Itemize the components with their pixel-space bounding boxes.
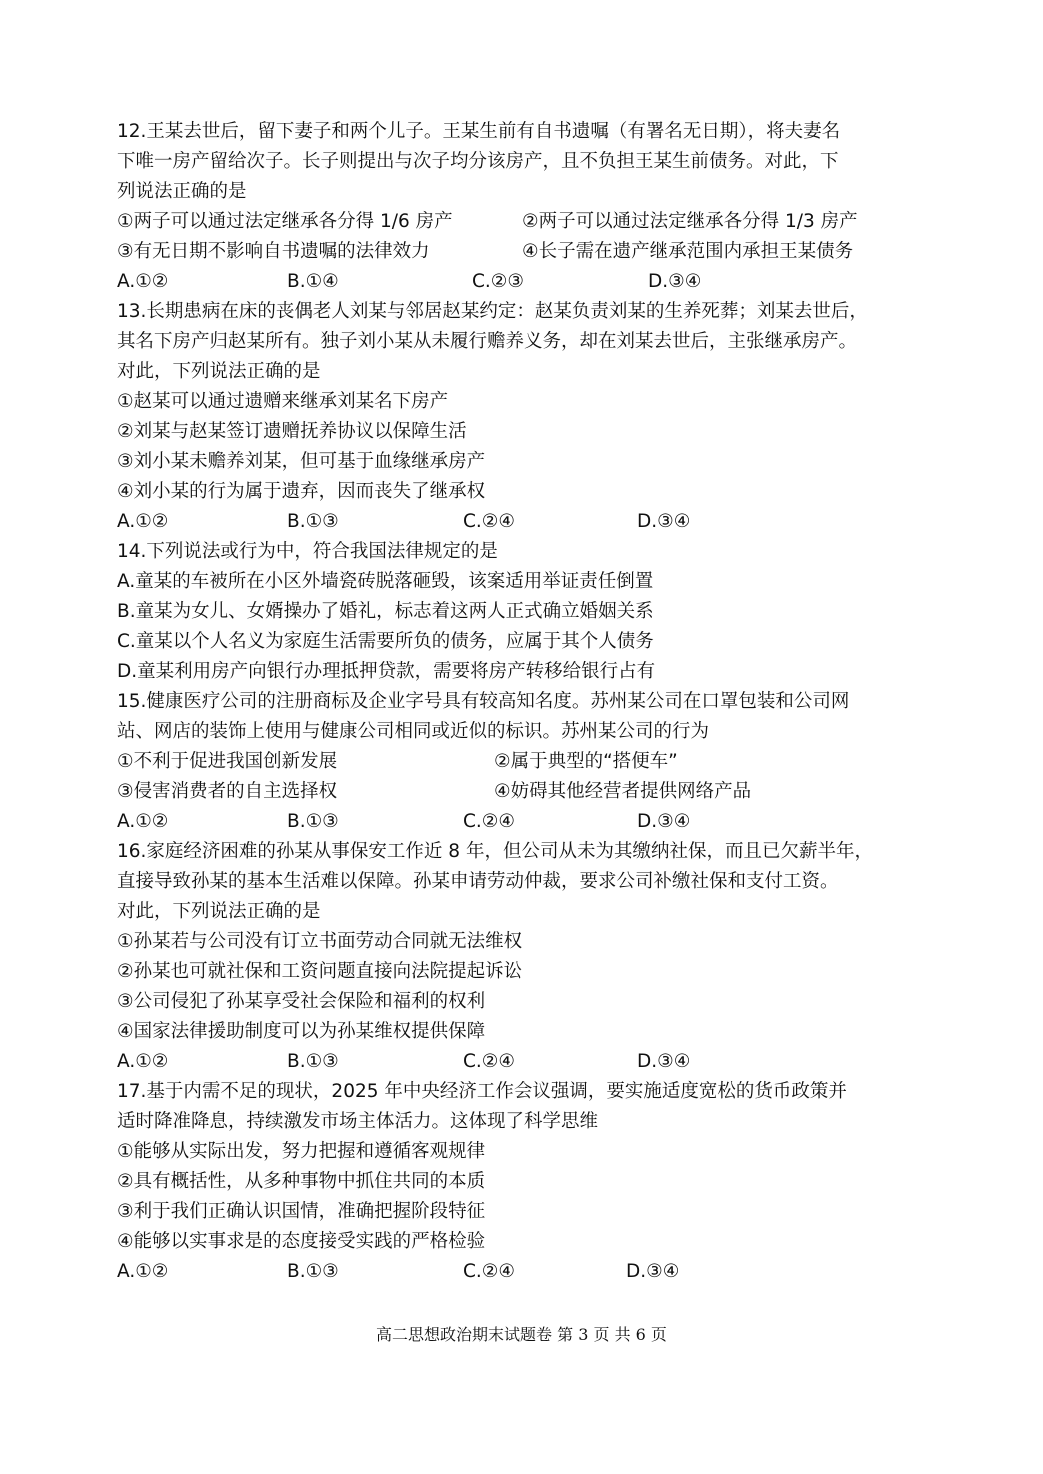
q16-stem-line-3: 对此，下列说法正确的是 [117, 901, 321, 922]
q16-stem-line-1: 16.家庭经济困难的孙某从事保安工作近 8 年，但公司从未为其缴纳社保，而且已欠薪半年， [117, 841, 873, 862]
q17-choice-b: B.①③ [287, 1261, 339, 1282]
q17-choice-d: D.③④ [626, 1261, 680, 1282]
q16-choice-a: A.①② [117, 1051, 169, 1072]
q12-statement-2: ②两子可以通过法定继承各分得 1/3 房产 [522, 211, 858, 232]
q16-choice-d: D.③④ [637, 1051, 691, 1072]
q16-choice-b: B.①③ [287, 1051, 339, 1072]
q13-statement-2: ②刘某与赵某签订遗赠抚养协议以保障生活 [117, 421, 467, 442]
q13-stem-line-1: 13.长期患病在床的丧偶老人刘某与邻居赵某约定：赵某负责刘某的生养死葬；刘某去世后， [117, 301, 868, 322]
q15-statement-2: ②属于典型的“搭便车” [494, 751, 678, 772]
q12-statement-1: ①两子可以通过法定继承各分得 1/6 房产 [117, 211, 453, 232]
q15-statement-3: ③侵害消费者的自主选择权 [117, 781, 338, 802]
q13-choice-d: D.③④ [637, 511, 691, 532]
q15-statement-4: ④妨碍其他经营者提供网络产品 [494, 781, 752, 802]
q17-stem-line-2: 适时降准降息，持续激发市场主体活力。这体现了科学思维 [117, 1111, 599, 1132]
q14-option-b: B.童某为女儿、女婿操办了婚礼，标志着这两人正式确立婚姻关系 [117, 601, 654, 622]
q13-choice-c: C.②④ [463, 511, 515, 532]
q15-choice-c: C.②④ [463, 811, 515, 832]
q17-stem-line-1: 17.基于内需不足的现状，2025 年中央经济工作会议强调，要实施适度宽松的货币政策并 [117, 1081, 847, 1102]
q12-statement-4: ④长子需在遗产继承范围内承担王某债务 [522, 241, 854, 262]
q16-statement-1: ①孙某若与公司没有订立书面劳动合同就无法维权 [117, 931, 523, 952]
q12-choice-c: C.②③ [472, 271, 524, 292]
q13-choice-b: B.①③ [287, 511, 339, 532]
q12-choice-a: A.①② [117, 271, 169, 292]
q14-stem-line-1: 14.下列说法或行为中，符合我国法律规定的是 [117, 541, 498, 562]
q15-stem-line-1: 15.健康医疗公司的注册商标及企业字号具有较高知名度。苏州某公司在口罩包装和公司网 [117, 691, 850, 712]
q17-statement-4: ④能够以实事求是的态度接受实践的严格检验 [117, 1231, 486, 1252]
q12-choice-d: D.③④ [648, 271, 702, 292]
q12-choice-b: B.①④ [287, 271, 339, 292]
q13-stem-line-2: 其名下房产归赵某所有。独子刘小某从未履行赡养义务，却在刘某去世后，主张继承房产。 [117, 331, 858, 352]
q17-statement-3: ③利于我们正确认识国情，准确把握阶段特征 [117, 1201, 486, 1222]
q16-statement-3: ③公司侵犯了孙某享受社会保险和福利的权利 [117, 991, 486, 1012]
q15-choice-d: D.③④ [637, 811, 691, 832]
q16-choice-c: C.②④ [463, 1051, 515, 1072]
q14-option-c: C.童某以个人名义为家庭生活需要所负的债务，应属于其个人债务 [117, 631, 654, 652]
q15-choice-b: B.①③ [287, 811, 339, 832]
q13-stem-line-3: 对此，下列说法正确的是 [117, 361, 321, 382]
q12-stem-line-2: 下唯一房产留给次子。长子则提出与次子均分该房产，且不负担王某生前债务。对此，下 [117, 151, 839, 172]
q15-stem-line-2: 站、网店的装饰上使用与健康公司相同或近似的标识。苏州某公司的行为 [117, 721, 710, 742]
q13-statement-4: ④刘小某的行为属于遗弃，因而丧失了继承权 [117, 481, 486, 502]
q16-statement-2: ②孙某也可就社保和工资问题直接向法院提起诉讼 [117, 961, 523, 982]
q13-choice-a: A.①② [117, 511, 169, 532]
q14-option-d: D.童某利用房产向银行办理抵押贷款，需要将房产转移给银行占有 [117, 661, 656, 682]
q17-statement-1: ①能够从实际出发，努力把握和遵循客观规律 [117, 1141, 486, 1162]
q12-stem-line-1: 12.王某去世后，留下妻子和两个儿子。王某生前有自书遗嘱（有署名无日期），将夫妻名 [117, 121, 841, 142]
q17-choice-c: C.②④ [463, 1261, 515, 1282]
q15-choice-a: A.①② [117, 811, 169, 832]
q16-stem-line-2: 直接导致孙某的基本生活难以保障。孙某申请劳动仲裁，要求公司补缴社保和支付工资。 [117, 871, 839, 892]
page-footer: 高二思想政治期末试题卷 第 3 页 共 6 页 [376, 1325, 667, 1344]
q13-statement-3: ③刘小某未赡养刘某，但可基于血缘继承房产 [117, 451, 486, 472]
q17-statement-2: ②具有概括性，从多种事物中抓住共同的本质 [117, 1171, 486, 1192]
q17-choice-a: A.①② [117, 1261, 169, 1282]
q13-statement-1: ①赵某可以通过遗赠来继承刘某名下房产 [117, 391, 449, 412]
q12-statement-3: ③有无日期不影响自书遗嘱的法律效力 [117, 241, 430, 262]
q14-option-a: A.童某的车被所在小区外墙瓷砖脱落砸毁，该案适用举证责任倒置 [117, 571, 654, 592]
q16-statement-4: ④国家法律援助制度可以为孙某维权提供保障 [117, 1021, 486, 1042]
q15-statement-1: ①不利于促进我国创新发展 [117, 751, 338, 772]
q12-stem-line-3: 列说法正确的是 [117, 181, 247, 202]
